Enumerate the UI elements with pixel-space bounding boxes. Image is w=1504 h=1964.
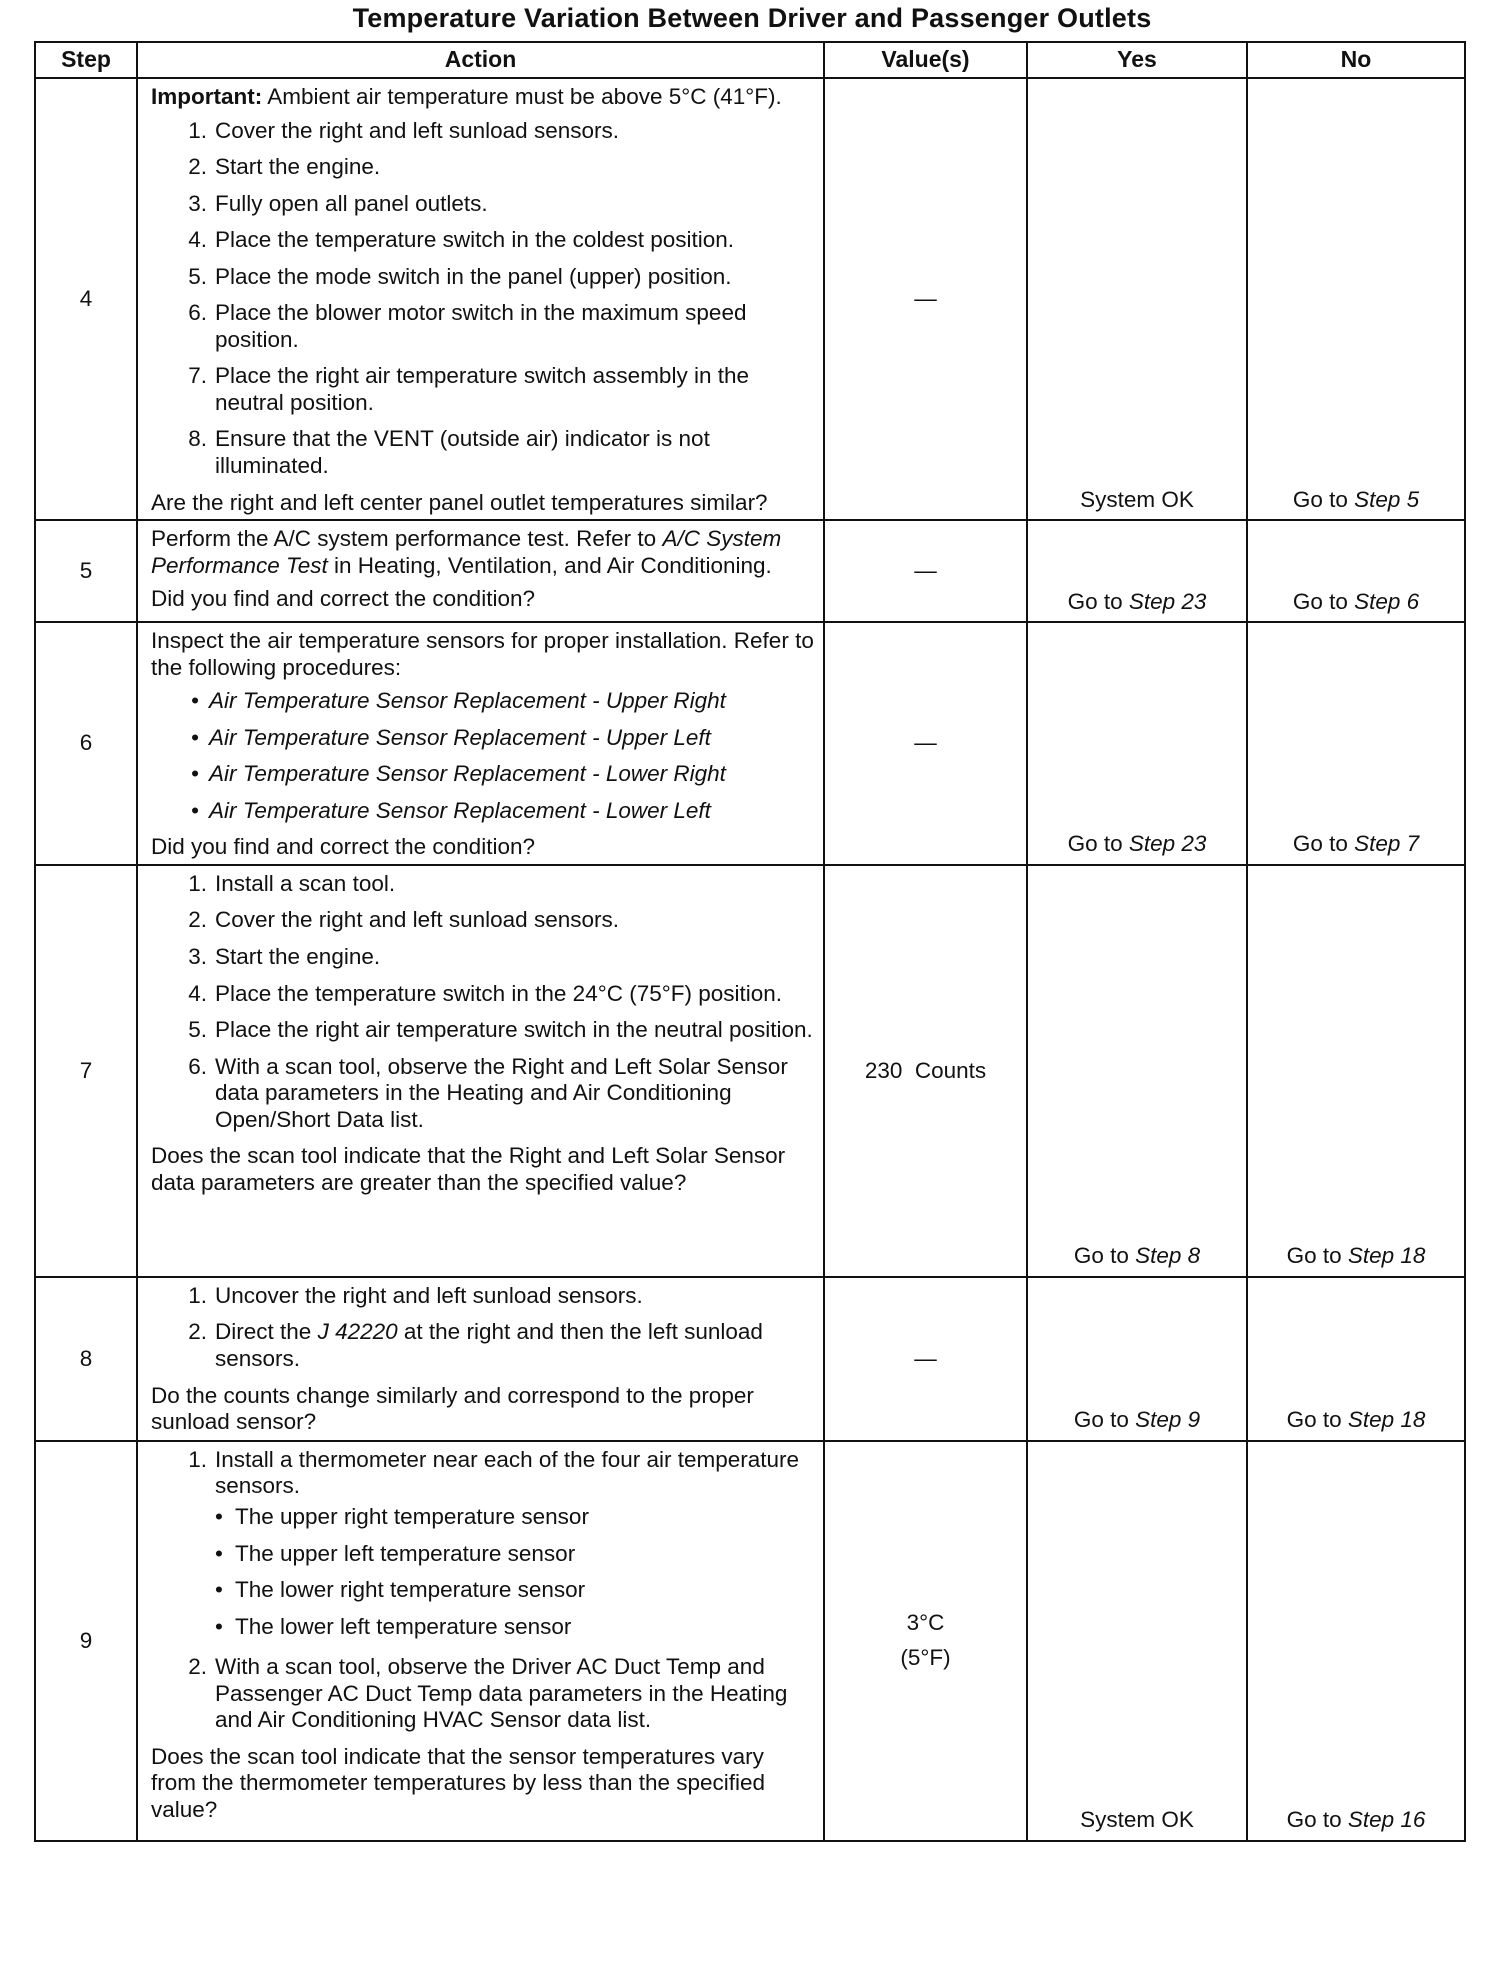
step-link: Step 8 — [1135, 1243, 1201, 1269]
question: Are the right and left center panel outlet temperatures similar? — [151, 489, 768, 515]
header-row — [35, 42, 1465, 78]
no-cell: Go to Step 18 — [1247, 865, 1465, 1277]
value-celsius: 3°C — [906, 1610, 945, 1636]
instruction: Inspect the air temperature sensors for proper installation. Refer to the following procedures: — [151, 628, 814, 680]
list-item: 3. Fully open all panel outlets. — [188, 190, 488, 216]
no-cell: Go to Step 16 — [1247, 1441, 1465, 1841]
step-link: Step 18 — [1347, 1243, 1426, 1269]
value-cell: — — [824, 78, 1027, 520]
action-cell — [137, 520, 824, 622]
sensor-list — [215, 1504, 815, 1640]
yes-cell: Go to Step 23 — [1027, 520, 1247, 622]
list-item: 2. With a scan tool, observe the Driver AC Duct Temp and Passenger AC Duct Temp data parameters in the Heating and Air Conditioning HVAC Sensor data list. — [188, 1654, 788, 1733]
list-item: 4. Place the temperature switch in the coldest position. — [188, 227, 735, 253]
list-item: 4. Place the temperature switch in the 24°C (75°F) position. — [188, 980, 783, 1006]
header-action: Action — [137, 42, 824, 78]
step-link: Step 16 — [1347, 1807, 1426, 1833]
important-text: Ambient air temperature must be above 5°C (41°F). — [267, 84, 782, 109]
question: Did you find and correct the condition? — [151, 586, 535, 612]
yes-cell: System OK — [1027, 78, 1247, 520]
list-item: 1. Uncover the right and left sunload sensors. — [188, 1282, 643, 1308]
header-values: Value(s) — [824, 42, 1027, 78]
no-cell: Go to Step 7 — [1247, 622, 1465, 865]
table-row-step-8 — [35, 1277, 1465, 1441]
yes-cell: Go to Step 9 — [1027, 1277, 1247, 1441]
table-row-step-5 — [35, 520, 1465, 622]
step-number: 4 — [35, 78, 137, 520]
no-cell: Go to Step 5 — [1247, 78, 1465, 520]
header-no: No — [1247, 42, 1465, 78]
list-item: 2. Start the engine. — [188, 154, 381, 180]
step-link: Step 23 — [1128, 588, 1207, 614]
header-yes: Yes — [1027, 42, 1247, 78]
table-row-step-6 — [35, 622, 1465, 865]
list-item: • The lower right temperature sensor — [215, 1577, 586, 1603]
value-cell: — — [824, 1277, 1027, 1441]
list-item: 1. Install a scan tool. — [188, 870, 396, 896]
instruction: Perform the A/C system performance test. Refer to A/C System Performance Test in Heating, Ventilation, and Air Conditioning. — [151, 526, 782, 578]
list-item: • Air Temperature Sensor Replacement - Upper Left — [191, 724, 711, 750]
list-item: 7. Place the right air temperature switch assembly in the neutral position. — [188, 363, 749, 415]
step-link: Step 6 — [1354, 588, 1420, 614]
yes-cell: Go to Step 8 — [1027, 865, 1247, 1277]
action-cell — [137, 622, 824, 865]
table-row-step-7 — [35, 865, 1465, 1277]
procedure-list — [151, 1283, 815, 1373]
procedure-list — [151, 118, 815, 480]
list-item: • The upper right temperature sensor — [215, 1504, 589, 1530]
value-cell — [824, 1441, 1027, 1841]
action-cell — [137, 865, 824, 1277]
value-cell: 230 Counts — [824, 865, 1027, 1277]
question: Do the counts change similarly and correspond to the proper sunload sensor? — [151, 1382, 754, 1435]
important-note — [151, 84, 815, 111]
step-number: 6 — [35, 622, 137, 865]
action-cell — [137, 1277, 824, 1441]
yes-cell: System OK — [1027, 1441, 1247, 1841]
list-item: 1. Cover the right and left sunload sensors. — [188, 117, 619, 143]
list-item: 2. Direct the J 42220 at the right and then the left sunload sensors. — [188, 1319, 763, 1372]
list-item: 5. Place the mode switch in the panel (upper) position. — [188, 263, 732, 289]
table-row-step-9 — [35, 1441, 1465, 1841]
list-item: 6. With a scan tool, observe the Right and Left Solar Sensor data parameters in the Heating and Air Conditioning Open/Short Data list. — [188, 1053, 788, 1132]
page-title: Temperature Variation Between Driver and Passenger Outlets — [352, 3, 1152, 33]
step-number: 8 — [35, 1277, 137, 1441]
list-item: 8. Ensure that the VENT (outside air) indicator is not illuminated. — [188, 426, 710, 479]
yes-cell: Go to Step 23 — [1027, 622, 1247, 865]
step-link: Step 9 — [1135, 1407, 1201, 1433]
list-item: • Air Temperature Sensor Replacement - Upper Right — [191, 688, 726, 714]
no-cell: Go to Step 18 — [1247, 1277, 1465, 1441]
header-step: Step — [35, 42, 137, 78]
list-item: • The lower left temperature sensor — [215, 1613, 572, 1639]
step-number: 7 — [35, 865, 137, 1277]
step-link: Step 7 — [1354, 831, 1420, 857]
question: Does the scan tool indicate that the Right and Left Solar Sensor data parameters are greater than the specified value? — [151, 1143, 786, 1195]
step-link: Step 5 — [1354, 486, 1420, 512]
value-fahrenheit: (5°F) — [900, 1644, 951, 1670]
step-link: Step 18 — [1347, 1407, 1426, 1433]
procedure-list — [151, 1447, 815, 1734]
list-item: 3. Start the engine. — [188, 944, 381, 970]
question: Did you find and correct the condition? — [151, 834, 535, 860]
important-label: Important: — [151, 84, 263, 109]
list-item: • Air Temperature Sensor Replacement - Lower Right — [191, 761, 726, 787]
reference-title: A/C System Performance Test — [151, 526, 782, 578]
table-row-step-4 — [35, 78, 1465, 520]
list-item: • The upper left temperature sensor — [215, 1540, 576, 1566]
list-item: 6. Place the blower motor switch in the maximum speed position. — [188, 300, 747, 352]
diagnostic-table — [34, 41, 1466, 1842]
list-item: 1. Install a thermometer near each of the four air temperature sensors. • The upper right temperature sensor • The upper left temperature sensor • The lower right temperature sensor • The lower left temperature sensor — [151, 1447, 815, 1650]
step-number: 9 — [35, 1441, 137, 1841]
procedure-list — [151, 871, 815, 1133]
question: Does the scan tool indicate that the sensor temperatures vary from the thermometer temperatures by less than the specified value? — [151, 1743, 766, 1822]
list-item: • Air Temperature Sensor Replacement - Lower Left — [191, 797, 711, 823]
list-item: 5. Place the right air temperature switch in the neutral position. — [188, 1017, 813, 1043]
action-cell — [137, 1441, 824, 1841]
action-cell — [137, 78, 824, 520]
tool-number: J 42220 — [317, 1319, 398, 1345]
value-cell: — — [824, 622, 1027, 865]
value-cell: — — [824, 520, 1027, 622]
list-item: 2. Cover the right and left sunload sensors. — [188, 907, 619, 933]
no-cell: Go to Step 6 — [1247, 520, 1465, 622]
step-link: Step 23 — [1128, 831, 1207, 857]
procedure-list — [151, 688, 815, 824]
step-number: 5 — [35, 520, 137, 622]
